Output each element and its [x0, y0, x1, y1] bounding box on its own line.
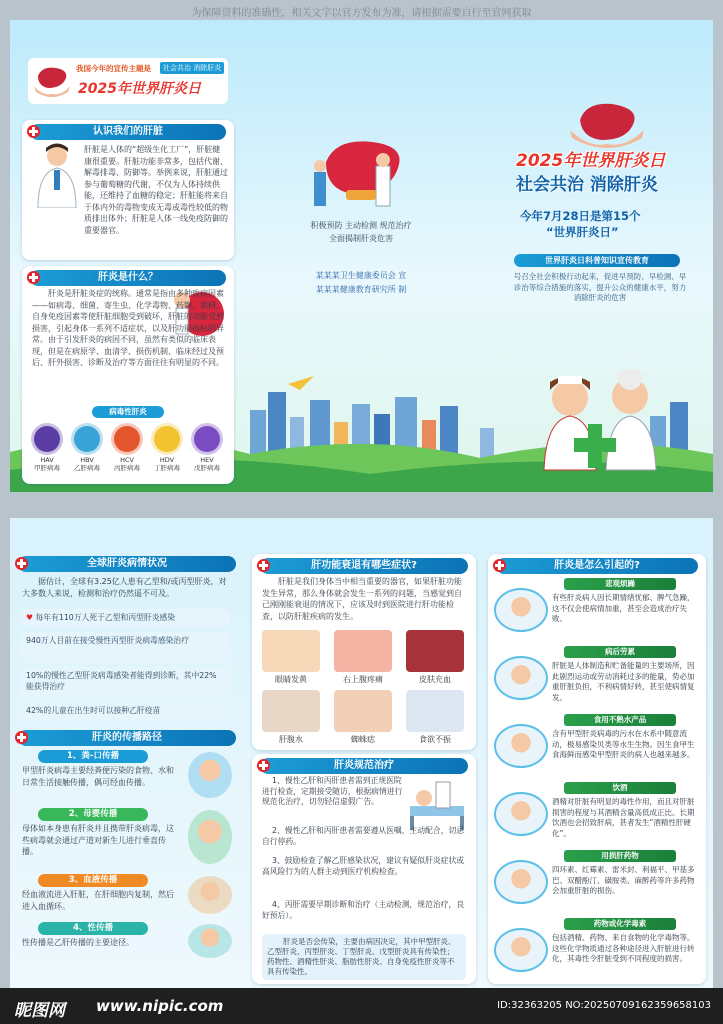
- route-text: 性传播是乙肝传播的主要途径。: [22, 938, 134, 947]
- viral-hepatitis-label: 病毒性肝炎: [92, 406, 164, 418]
- symptom-image: [262, 630, 320, 672]
- cause-illustration: [494, 928, 548, 972]
- slogan-line-2: 全面揭制肝炎危害: [329, 234, 393, 243]
- paper-plane-icon: [288, 376, 314, 390]
- treatment-item: 4、丙肝需要早期诊断和治疗（主动检测，规范治疗，良好预后）。: [262, 900, 465, 920]
- stat-4: 42%的儿童在出生时可以接种乙肝疫苗: [20, 702, 230, 720]
- panel-status-transmission: [10, 518, 244, 988]
- liver-hands-icon: [32, 62, 72, 100]
- treatment-card: [252, 754, 476, 984]
- hospital-bed-illustration: [406, 776, 468, 832]
- mini-title: 2025年世界肝炎日: [78, 81, 201, 97]
- organizer-1: 某某某卫生健康委员会 宣: [315, 271, 407, 280]
- what-hepatitis-card: [22, 266, 234, 484]
- mini-banner: [28, 58, 228, 104]
- cause-illustration: [494, 588, 548, 632]
- stat-1: ♥ 每年有110万人死于乙型和丙型肝炎感染: [20, 609, 230, 627]
- route-text: 经血液流进入肝脏，在肝细胞内复制，然后进入血循环。: [22, 890, 174, 911]
- virus-name-label: 乙肝病毒: [74, 464, 100, 472]
- symptom-image: [406, 630, 464, 672]
- cover-edu-banner: 世界肝炎日科普知识宣传教育: [514, 254, 680, 267]
- know-liver-card: [22, 120, 234, 260]
- causes-header: 肝炎是怎么引起的?: [496, 558, 698, 574]
- virus-name-label: 丁肝病毒: [154, 464, 180, 472]
- know-liver-text: 肝脏是人体的“超级生化工厂”，肝脏健康很重要。肝脏功能非常多，包括代谢、解毒排毒、防御等。举例来说，肝脏通过参与葡萄糖的代谢，不仅为人体持续供能，还维持了血糖的稳定；肝脏能将来自于体内外的毒物变成无毒或毒性较低的物质排出体外；肝脏是人体一线免疫防御的重要器官。: [84, 145, 228, 235]
- medical-cross-icon: [27, 125, 40, 138]
- symptom-label: 肝腹水: [279, 735, 303, 744]
- medical-cross-icon: [257, 759, 270, 772]
- virus-name-label: 丙肝病毒: [114, 464, 140, 472]
- symptom-label: 右上腹疼痛: [343, 675, 383, 684]
- cover-day-name: “世界肝炎日”: [546, 225, 619, 239]
- treatment-header: 肝炎规范治疗: [260, 758, 468, 774]
- cause-heading: 用损肝药物: [564, 850, 676, 862]
- mini-banner-slogan: 社会共治 消除肝炎: [160, 62, 224, 74]
- route-illustration: [188, 752, 232, 798]
- mini-banner-theme: 我国今年的宣传主题是: [76, 64, 151, 73]
- cover-subtitle: 社会共治 消除肝炎: [516, 175, 658, 195]
- cause-heading: 饮酒: [564, 782, 676, 794]
- route-label: 4、性传播: [38, 922, 148, 935]
- panel-cover: [478, 20, 713, 492]
- route-label: 3、血液传播: [38, 874, 148, 887]
- symptom-image: [262, 690, 320, 732]
- cause-text: 四环素、红霉素、雷米封、利福平、甲基多巴、双醋酚汀、磺胺类、麻醉药等许多药物会加重肝脏的损伤。: [552, 865, 695, 895]
- virus-code-label: HEV: [200, 456, 214, 464]
- virus-code-label: HDV: [159, 456, 175, 464]
- doctor-nurse-mascot-illustration: [534, 370, 674, 476]
- status-text: 据估计，全球有3.25亿人患有乙型和/或丙型肝炎，对大多数人来说，检测和治疗仍然遥不可及。: [22, 577, 227, 598]
- doctors-liver-illustration: [306, 132, 416, 212]
- doctor-illustration: [32, 142, 82, 208]
- brand-logo: 昵图网: [14, 1001, 65, 1021]
- virus-name-label: 甲肝病毒: [34, 464, 60, 472]
- medical-cross-icon: [493, 559, 506, 572]
- medical-cross-icon: [15, 731, 28, 744]
- top-note: 为保障资料的准确性，相关文字以官方发布为准，请根据需要自行至官网获取: [191, 8, 532, 19]
- virus-code-label: HBV: [80, 456, 94, 464]
- cause-illustration: [494, 724, 548, 768]
- cover-description: 号召全社会积极行动起来，促进早预防、早检测、早诊治等综合措施的落实，提升公众的健康水平，努力消除肝炎的危害: [513, 272, 687, 302]
- virus-hcv-icon: [114, 426, 140, 452]
- cover-title: 2025年世界肝炎日: [516, 151, 666, 171]
- virus-code-label: HCV: [120, 456, 134, 464]
- what-hepatitis-header: 肝炎是什么？: [30, 270, 226, 286]
- symptom-label: 蜘蛛痣: [351, 735, 375, 744]
- route-illustration: [188, 810, 232, 864]
- brochure-outside: [10, 20, 713, 492]
- panel-inside-flap: [10, 20, 244, 492]
- symptom-image: [406, 690, 464, 732]
- symptom-label: 食欲不振: [419, 735, 451, 744]
- organizer-2: 某某某健康教育研究所 制: [315, 285, 407, 294]
- cause-text: 有些肝炎病人因长期情绪忧郁、脾气急躁，这不仅会使病情加重，甚至会造成治疗失败。: [552, 593, 695, 623]
- liver-in-hands-icon: [568, 100, 646, 150]
- virus-hbv-icon: [74, 426, 100, 452]
- route-illustration: [188, 924, 232, 958]
- cause-text: 含有甲型肝炎病毒的污水在水系中随意流动，极易感染贝类等水生生物。因生食甲生食海鲜而感染甲型肝炎的病人也越来越多。: [552, 729, 695, 759]
- route-text: 甲型肝炎病毒主要经粪便污染的食物、水和日常生活接触传播，偶可经血传播。: [22, 766, 174, 787]
- symptom-label: 眼睛发黄: [275, 675, 307, 684]
- cause-heading: 食用不熟水产品: [564, 714, 676, 726]
- panel-back: [244, 20, 478, 492]
- route-item: [18, 874, 236, 916]
- panel-causes: [484, 518, 713, 988]
- virus-name-label: 戊肝病毒: [194, 464, 220, 472]
- route-item: [18, 750, 236, 800]
- know-liver-header: 认识我们的肝脏: [30, 124, 226, 140]
- cause-heading: 悲观烦躁: [564, 578, 676, 590]
- route-item: [18, 808, 236, 866]
- medical-cross-icon: [257, 559, 270, 572]
- cover-date-line: 今年7月28日是第15个: [520, 209, 641, 223]
- route-text: 母体如本身患有肝炎并且携带肝炎病毒，这些病毒就会通过产道对新生儿进行垂直传播。: [22, 824, 174, 856]
- route-header: 肝炎的传播路径: [18, 730, 236, 746]
- causes-card: [488, 554, 706, 984]
- medical-cross-icon: [27, 271, 40, 284]
- symptom-label: 皮肤充血: [419, 675, 451, 684]
- virus-hev-icon: [194, 426, 220, 452]
- cause-illustration: [494, 860, 548, 904]
- cause-text: 肝脏是人体制造和贮备能量的主要场所，因此剧烈运动或劳动消耗过多的能量，势必加重肝脏负担，不利病情好转，甚至使病情复发。: [552, 661, 695, 702]
- symptom-image: [334, 690, 392, 732]
- virus-hdv-icon: [154, 426, 180, 452]
- treatment-item: 2、慢性乙肝和丙肝患者需要遵从医嘱，主动配合，切忌自行停药。: [262, 826, 465, 846]
- route-item: [18, 922, 236, 960]
- cause-illustration: [494, 792, 548, 836]
- medical-cross-icon: [15, 557, 28, 570]
- image-id: ID:32363205 NO:20250709162359658103: [497, 1000, 711, 1011]
- what-hepatitis-text: 肝炎是肝脏炎症的统称。通常是指由多种致病因素——如病毒、细菌、寄生虫、化学毒物、药物、酒精、自身免疫因素等使肝脏细胞受到破坏，肝脏的功能受到损害，引起身体一系列不适症状，以及肝功能指标的异常。由于引发肝炎的病因不同，虽然有类似的临床表现，但是在病原学、血清学、损伤机制、临床经过及预后、肝外损害、诊断及治疗等方面往往有明显的不同。: [32, 289, 224, 367]
- site-url: www.nipic.com: [96, 997, 224, 1015]
- stat-3: 10%的慢性乙型肝炎病毒感染者能得到诊断，其中22%能获得治疗: [20, 667, 230, 697]
- route-label: 1、粪-口传播: [38, 750, 148, 763]
- cause-heading: 病后劳累: [564, 646, 676, 658]
- slogan-line-1: 积极预防 主动检测 规范治疗: [310, 221, 412, 230]
- footer-watermark: [0, 988, 723, 1024]
- panel-symptoms-treatment: [248, 518, 480, 988]
- symptoms-text: 肝脏是我们身体当中相当重要的器官，如果肝脏功能发生异常，那么身体就会发生一系列的问题，当感觉到自己刚刚能衰退的情况下，应该及时到医院进行肝功能检查，以防肝脏疾病的发生。: [262, 577, 462, 621]
- heart-icon: ♥: [26, 613, 36, 622]
- stat-2: 940万人目前在接受慢性丙型肝炎病毒感染治疗: [20, 632, 230, 662]
- virus-hav-icon: [34, 426, 60, 452]
- cause-illustration: [494, 656, 548, 700]
- symptom-image: [334, 630, 392, 672]
- brochure-inside: [10, 518, 713, 988]
- treatment-item: 3、鼓励检查了解乙肝感染状况，建议有疑似肝炎症状或高风险行为的人群主动到医疗机构检查。: [262, 856, 465, 876]
- virus-code-label: HAV: [40, 456, 54, 464]
- treatment-note: 肝炎是否会传染，主要由病因决定，其中甲型肝炎、乙型肝炎、丙型肝炎、丁型肝炎、戊型肝炎具有传染性；药物性、酒精性肝炎、脂肪性肝炎、自身免疫性肝炎等不具有传染性。: [262, 934, 466, 980]
- route-label: 2、母婴传播: [38, 808, 148, 821]
- cause-text: 包括酒精、药物、来自食物的化学毒物等。这些化学物质通过各种途径进入肝脏进行转化，其毒性令肝脏受到不同程度的损害。: [552, 933, 695, 963]
- symptoms-card: [252, 554, 476, 750]
- treatment-item: 1、慢性乙肝和丙肝患者需到正规医院进行检查，定期接受随访，根据病情进行规范化治疗，切勿轻信虚假广告。: [262, 776, 403, 806]
- cause-heading: 药物或化学毒素: [564, 918, 676, 930]
- cause-text: 酒精对肝脏有明显的毒性作用，而且对肝脏损害的程度与其酒精含量高低成正比。长期饮酒也会招致肝病，甚者发生“酒精性肝硬化”。: [552, 797, 695, 838]
- route-illustration: [188, 876, 232, 914]
- symptoms-header: 肝功能衰退有哪些症状?: [260, 558, 468, 574]
- status-header: 全球肝炎病情状况: [18, 556, 236, 572]
